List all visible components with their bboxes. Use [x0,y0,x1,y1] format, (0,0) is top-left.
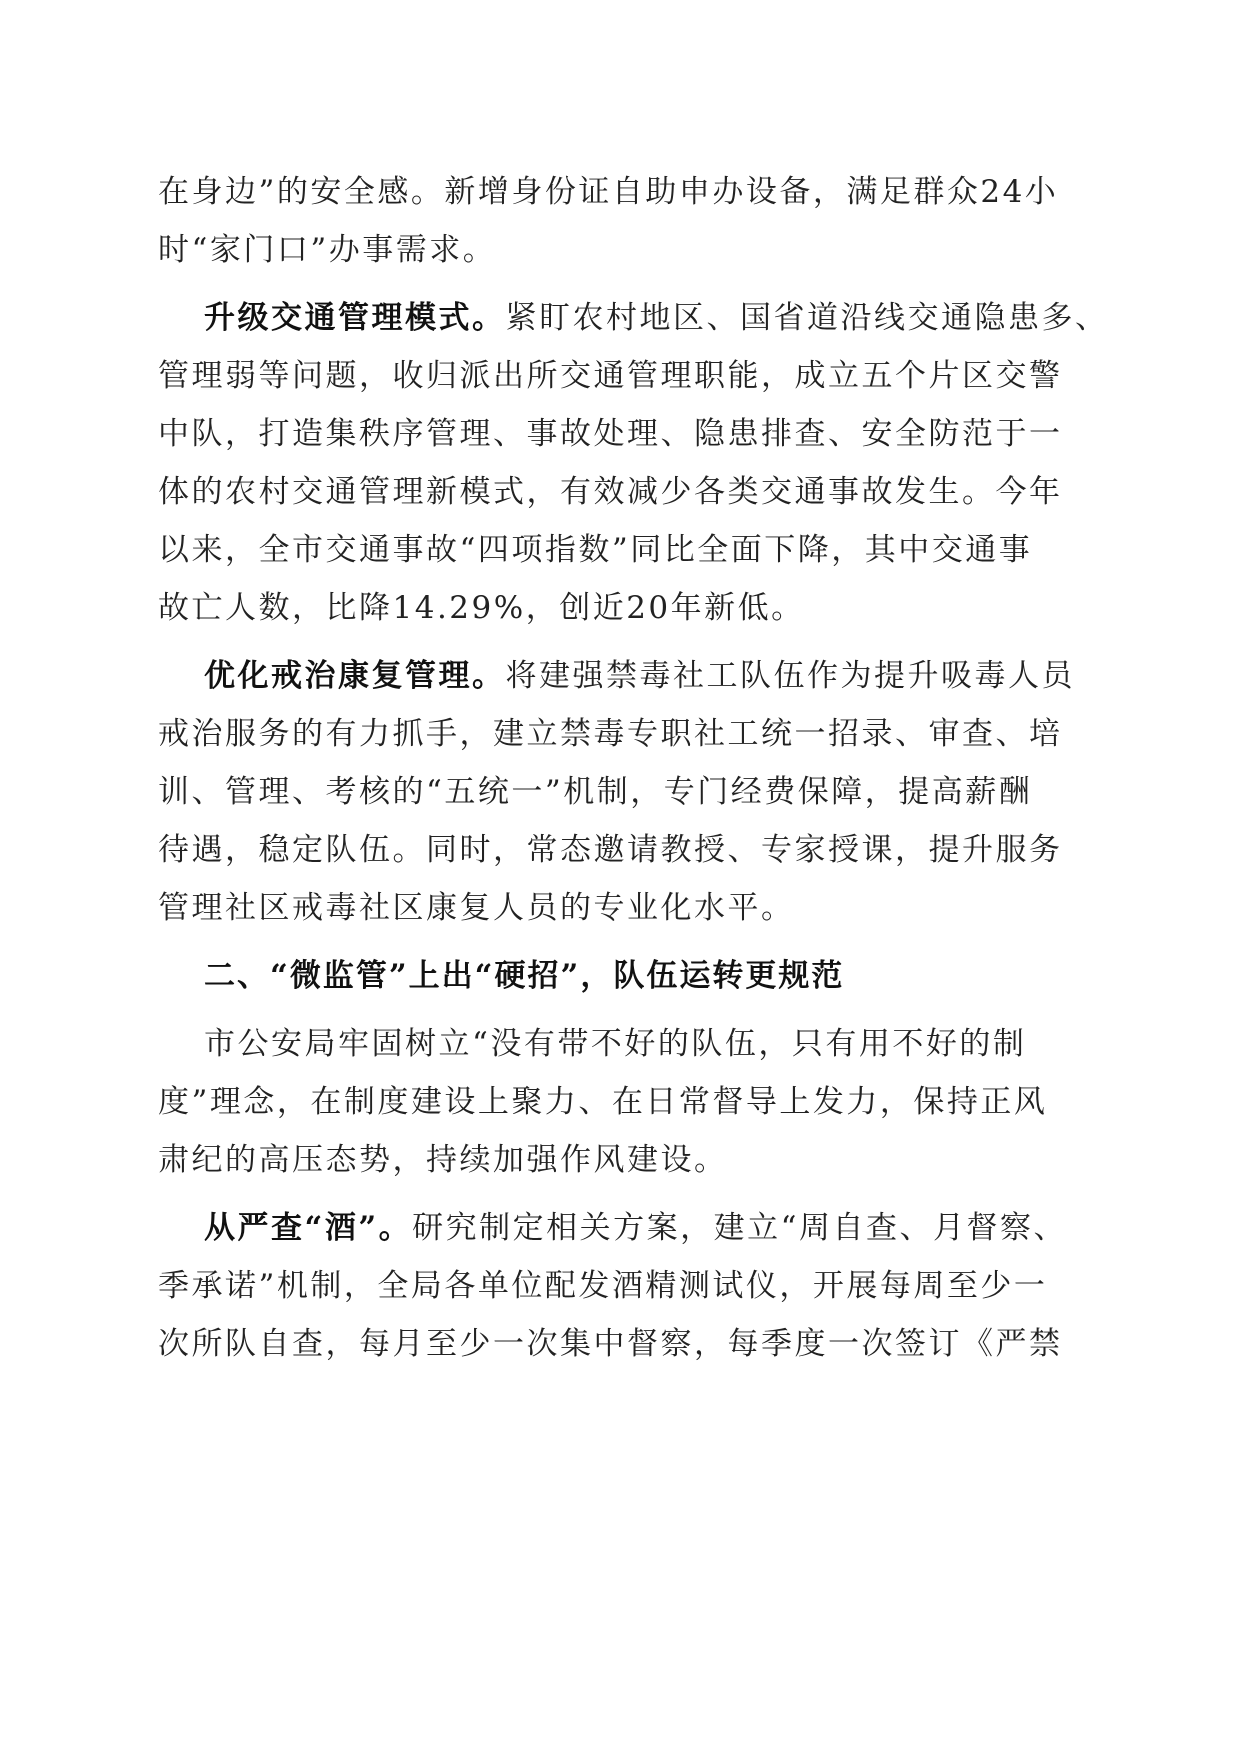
line-text: 时“家门口”办事需求。 [158,232,497,268]
text-line [158,714,1098,754]
text-line [158,1082,1098,1122]
text-line [158,588,1098,628]
line-text: 管理弱等问题，收归派出所交通管理职能，成立五个片区交警 [158,358,1063,394]
line-text: 中队，打造集秩序管理、事故处理、隐患排查、安全防范于一 [158,416,1063,452]
paragraph-lead-title: 升级交通管理模式。 [204,300,506,336]
text-line [158,172,1098,212]
line-text: 故亡人数，比降14.29%，创近20年新低。 [158,590,805,626]
text-line [158,472,1098,512]
section-heading [204,956,1144,996]
paragraph-first-line [204,1208,1144,1248]
line-text: 戒治服务的有力抓手，建立禁毒专职社工统一招录、审查、培 [158,716,1063,752]
line-text: 度”理念，在制度建设上聚力、在日常督导上发力，保持正风 [158,1084,1048,1120]
line-text: 季承诺”机制，全局各单位配发酒精测试仪，开展每周至少一 [158,1268,1048,1304]
text-line [158,356,1098,396]
line-text: 管理社区戒毒社区康复人员的专业化水平。 [158,890,795,926]
line-text: 将建强禁毒社工队伍作为提升吸毒人员 [505,658,1075,694]
line-text: 训、管理、考核的“五统一”机制，专门经费保障，提高薪酬 [158,774,1033,810]
line-text: 体的农村交通管理新模式，有效减少各类交通事故发生。今年 [158,474,1063,510]
line-text: 待遇，稳定队伍。同时，常态邀请教授、专家授课，提升服务 [158,832,1063,868]
line-text: 研究制定相关方案，建立“周自查、月督察、 [412,1210,1068,1246]
line-text: 次所队自查，每月至少一次集中督察，每季度一次签订《严禁 [158,1326,1063,1362]
section-heading-text: 二、“微监管”上出“硬招”，队伍运转更规范 [204,958,845,994]
text-line [158,530,1098,570]
paragraph-lead-title: 优化戒治康复管理。 [204,658,506,694]
paragraph-first-line [204,1024,1144,1064]
text-line [158,772,1098,812]
line-text: 紧盯农村地区、国省道沿线交通隐患多、 [505,300,1109,336]
text-line [158,888,1098,928]
paragraph-first-line [204,298,1144,338]
line-text: 肃纪的高压态势，持续加强作风建设。 [158,1142,728,1178]
text-line [158,830,1098,870]
text-line [158,230,1098,270]
text-line [158,414,1098,454]
paragraph-lead-title: 从严查“酒”。 [204,1210,413,1246]
text-line [158,1140,1098,1180]
line-text: 以来，全市交通事故“四项指数”同比全面下降，其中交通事 [158,532,1033,568]
line-text: 在身边”的安全感。新增身份证自助申办设备，满足群众24小 [158,174,1059,210]
text-line [158,1266,1098,1306]
text-line [158,1324,1098,1364]
paragraph-first-line [204,656,1144,696]
line-text: 市公安局牢固树立“没有带不好的队伍，只有用不好的制 [204,1026,1027,1062]
